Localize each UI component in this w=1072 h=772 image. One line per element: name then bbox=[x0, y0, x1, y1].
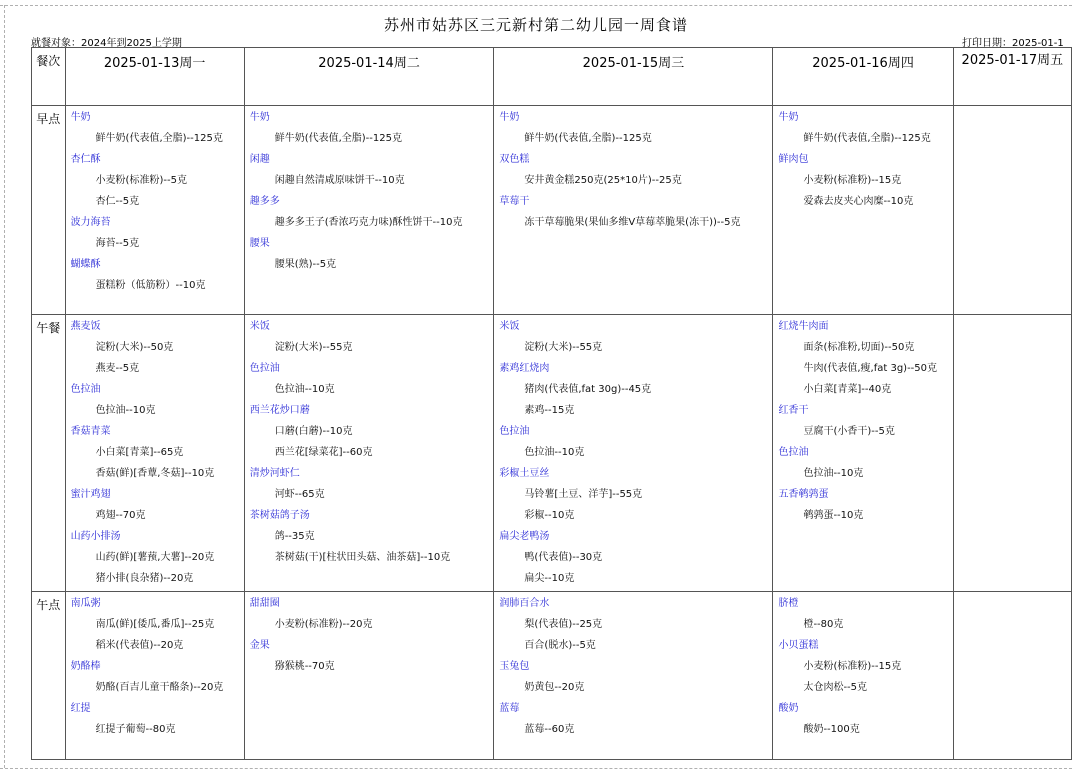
ingredient-line: 稻米(代表值)--20克 bbox=[95, 640, 184, 651]
ingredient-line: 小麦粉(标准粉)--20克 bbox=[274, 619, 373, 630]
menu-cell bbox=[953, 106, 1071, 315]
meal-row bbox=[32, 315, 1072, 592]
dish-name: 红提 bbox=[70, 703, 91, 714]
ingredient-line: 鸭(代表值)--30克 bbox=[524, 552, 603, 563]
menu-cell bbox=[65, 315, 244, 592]
dish-name: 牛奶 bbox=[778, 112, 799, 123]
dish-name: 腰果 bbox=[249, 238, 270, 249]
dish-name: 色拉油 bbox=[499, 426, 530, 437]
menu-cell bbox=[773, 106, 953, 315]
menu-cell bbox=[65, 106, 244, 315]
dish-name: 牛奶 bbox=[70, 112, 91, 123]
dish-name: 牛奶 bbox=[499, 112, 520, 123]
dish-name: 甜甜圈 bbox=[249, 598, 280, 609]
ingredient-line: 马铃薯[土豆、洋芋]--55克 bbox=[524, 489, 643, 500]
menu-cell bbox=[494, 592, 773, 760]
ingredient-line: 鹌鹑蛋--10克 bbox=[803, 510, 864, 521]
menu-cell bbox=[65, 592, 244, 760]
dish-name: 闲趣 bbox=[249, 154, 270, 165]
ingredient-line: 色拉油--10克 bbox=[274, 384, 335, 395]
ingredient-line: 安井黄金糕250克(25*10片)--25克 bbox=[524, 175, 682, 186]
ingredient-line: 橙--80克 bbox=[803, 619, 844, 630]
day-header: 2025-01-14周二 bbox=[244, 48, 494, 106]
ingredient-line: 小白菜[青菜]--40克 bbox=[803, 384, 892, 395]
ingredient-line: 杏仁--5克 bbox=[95, 196, 140, 207]
ingredient-line: 口蘑(白蘑)--10克 bbox=[274, 426, 353, 437]
dish-name: 蜜汁鸡翅 bbox=[70, 489, 111, 500]
meal-column-header: 餐次 bbox=[32, 48, 66, 106]
menu-cell bbox=[494, 315, 773, 592]
header-row bbox=[32, 48, 1072, 106]
dish-name: 扁尖老鸭汤 bbox=[499, 531, 550, 542]
dish-name: 色拉油 bbox=[249, 363, 280, 374]
ingredient-line: 茶树菇(干)[柱状田头菇、油茶菇]--10克 bbox=[274, 552, 451, 563]
dish-name: 色拉油 bbox=[70, 384, 101, 395]
dish-name: 润肺百合水 bbox=[499, 598, 550, 609]
dish-name: 酸奶 bbox=[778, 703, 799, 714]
dish-name: 米饭 bbox=[499, 321, 520, 332]
ingredient-line: 豆腐干(小香干)--5克 bbox=[803, 426, 895, 437]
dish-name: 蝴蝶酥 bbox=[70, 259, 101, 270]
ingredient-line: 小麦粉(标准粉)--15克 bbox=[803, 175, 902, 186]
dish-name: 红烧牛肉面 bbox=[778, 321, 829, 332]
ingredient-line: 素鸡--15克 bbox=[524, 405, 575, 416]
dish-name: 五香鹌鹑蛋 bbox=[778, 489, 829, 500]
ingredient-line: 趣多多王子(香浓巧克力味)酥性饼干--10克 bbox=[274, 217, 463, 228]
dish-name: 草莓干 bbox=[499, 196, 530, 207]
ingredient-line: 奶黄包--20克 bbox=[524, 682, 585, 693]
ingredient-line: 太仓肉松--5克 bbox=[803, 682, 868, 693]
ingredient-line: 鲜牛奶(代表值,全脂)--125克 bbox=[524, 133, 652, 144]
menu-cell bbox=[244, 315, 494, 592]
ingredient-line: 南瓜(鲜)[倭瓜,番瓜]--25克 bbox=[95, 619, 215, 630]
dish-name: 色拉油 bbox=[778, 447, 809, 458]
dish-name: 蓝莓 bbox=[499, 703, 520, 714]
ingredient-line: 西兰花[绿菜花]--60克 bbox=[274, 447, 373, 458]
day-header: 2025-01-15周三 bbox=[494, 48, 773, 106]
ingredient-line: 淀粉(大米)--55克 bbox=[524, 342, 603, 353]
meal-name: 早点 bbox=[32, 106, 66, 315]
dish-name: 牛奶 bbox=[249, 112, 270, 123]
ingredient-line: 色拉油--10克 bbox=[803, 468, 864, 479]
ingredient-line: 酸奶--100克 bbox=[803, 724, 860, 735]
dish-name: 杏仁酥 bbox=[70, 154, 101, 165]
ingredient-line: 鸡翅--70克 bbox=[95, 510, 146, 521]
menu-cell bbox=[773, 315, 953, 592]
ingredient-line: 海苔--5克 bbox=[95, 238, 140, 249]
dish-name: 山药小排汤 bbox=[70, 531, 121, 542]
menu-cell bbox=[494, 106, 773, 315]
ingredient-line: 冻干草莓脆果(果仙多维V草莓萃脆果(冻干))--5克 bbox=[524, 217, 741, 228]
ingredient-line: 鲜牛奶(代表值,全脂)--125克 bbox=[274, 133, 402, 144]
meal-row bbox=[32, 106, 1072, 315]
page-border-top bbox=[0, 5, 1072, 6]
meal-name: 午餐 bbox=[32, 315, 66, 592]
ingredient-line: 香菇(鲜)[香蕈,冬菇]--10克 bbox=[95, 468, 215, 479]
dish-name: 素鸡红烧肉 bbox=[499, 363, 550, 374]
ingredient-line: 燕麦--5克 bbox=[95, 363, 140, 374]
ingredient-line: 猕猴桃--70克 bbox=[274, 661, 335, 672]
ingredient-line: 梨(代表值)--25克 bbox=[524, 619, 603, 630]
ingredient-line: 色拉油--10克 bbox=[95, 405, 156, 416]
ingredient-line: 河虾--65克 bbox=[274, 489, 325, 500]
ingredient-line: 百合(脱水)--5克 bbox=[524, 640, 596, 651]
dish-name: 香菇青菜 bbox=[70, 426, 111, 437]
dish-name: 南瓜粥 bbox=[70, 598, 101, 609]
ingredient-line: 蓝莓--60克 bbox=[524, 724, 575, 735]
ingredient-line: 奶酪(百吉儿童干酪条)--20克 bbox=[95, 682, 224, 693]
ingredient-line: 淀粉(大米)--50克 bbox=[95, 342, 174, 353]
dish-name: 燕麦饭 bbox=[70, 321, 101, 332]
dish-name: 西兰花炒口蘑 bbox=[249, 405, 310, 416]
menu-cell bbox=[953, 592, 1071, 760]
dish-name: 玉兔包 bbox=[499, 661, 530, 672]
dish-name: 清炒河虾仁 bbox=[249, 468, 300, 479]
page-border-bottom bbox=[0, 768, 1072, 769]
ingredient-line: 猪肉(代表值,fat 30g)--45克 bbox=[524, 384, 652, 395]
dish-name: 波力海苔 bbox=[70, 217, 111, 228]
dish-name: 彩椒土豆丝 bbox=[499, 468, 550, 479]
ingredient-line: 彩椒--10克 bbox=[524, 510, 575, 521]
ingredient-line: 猪小排(良杂猪)--20克 bbox=[95, 573, 194, 584]
dish-name: 茶树菇鸽子汤 bbox=[249, 510, 310, 521]
dish-name: 鲜肉包 bbox=[778, 154, 809, 165]
ingredient-line: 淀粉(大米)--55克 bbox=[274, 342, 353, 353]
ingredient-line: 鲜牛奶(代表值,全脂)--125克 bbox=[95, 133, 223, 144]
menu-cell bbox=[953, 315, 1071, 592]
ingredient-line: 红提子葡萄--80克 bbox=[95, 724, 176, 735]
ingredient-line: 腰果(熟)--5克 bbox=[274, 259, 337, 270]
ingredient-line: 小麦粉(标准粉)--5克 bbox=[95, 175, 187, 186]
dish-name: 双色糕 bbox=[499, 154, 530, 165]
ingredient-line: 扁尖--10克 bbox=[524, 573, 575, 584]
day-header: 2025-01-17周五 bbox=[953, 48, 1071, 106]
ingredient-line: 小麦粉(标准粉)--15克 bbox=[803, 661, 902, 672]
dish-name: 小贝蛋糕 bbox=[778, 640, 819, 651]
weekly-menu-table bbox=[31, 47, 1072, 760]
dish-name: 奶酪棒 bbox=[70, 661, 101, 672]
ingredient-line: 蛋糕粉（低筋粉）--10克 bbox=[95, 280, 206, 291]
ingredient-line: 色拉油--10克 bbox=[524, 447, 585, 458]
ingredient-line: 山药(鲜)[薯蓣,大薯]--20克 bbox=[95, 552, 215, 563]
day-header: 2025-01-16周四 bbox=[773, 48, 953, 106]
page-border-left bbox=[4, 5, 5, 768]
menu-cell bbox=[244, 106, 494, 315]
meal-name: 午点 bbox=[32, 592, 66, 760]
ingredient-line: 爱森去皮夹心肉糜--10克 bbox=[803, 196, 914, 207]
dish-name: 米饭 bbox=[249, 321, 270, 332]
dish-name: 脐橙 bbox=[778, 598, 799, 609]
menu-cell bbox=[244, 592, 494, 760]
ingredient-line: 鲜牛奶(代表值,全脂)--125克 bbox=[803, 133, 931, 144]
day-header: 2025-01-13周一 bbox=[65, 48, 244, 106]
ingredient-line: 牛肉(代表值,瘦,fat 3g)--50克 bbox=[803, 363, 938, 374]
ingredient-line: 鸽--35克 bbox=[274, 531, 315, 542]
dish-name: 金果 bbox=[249, 640, 270, 651]
menu-cell bbox=[773, 592, 953, 760]
ingredient-line: 小白菜[青菜]--65克 bbox=[95, 447, 184, 458]
dish-name: 趣多多 bbox=[249, 196, 280, 207]
dish-name: 红香干 bbox=[778, 405, 809, 416]
page-title: 苏州市姑苏区三元新村第二幼儿园一周食谱 bbox=[383, 16, 688, 34]
ingredient-line: 闲趣自然清咸原味饼干--10克 bbox=[274, 175, 405, 186]
ingredient-line: 面条(标准粉,切面)--50克 bbox=[803, 342, 915, 353]
meal-row bbox=[32, 592, 1072, 760]
print-date-label: 打印日期：2025-01-1 bbox=[962, 38, 1064, 49]
target-label: 就餐对象：2024年到2025上学期 bbox=[31, 38, 182, 49]
